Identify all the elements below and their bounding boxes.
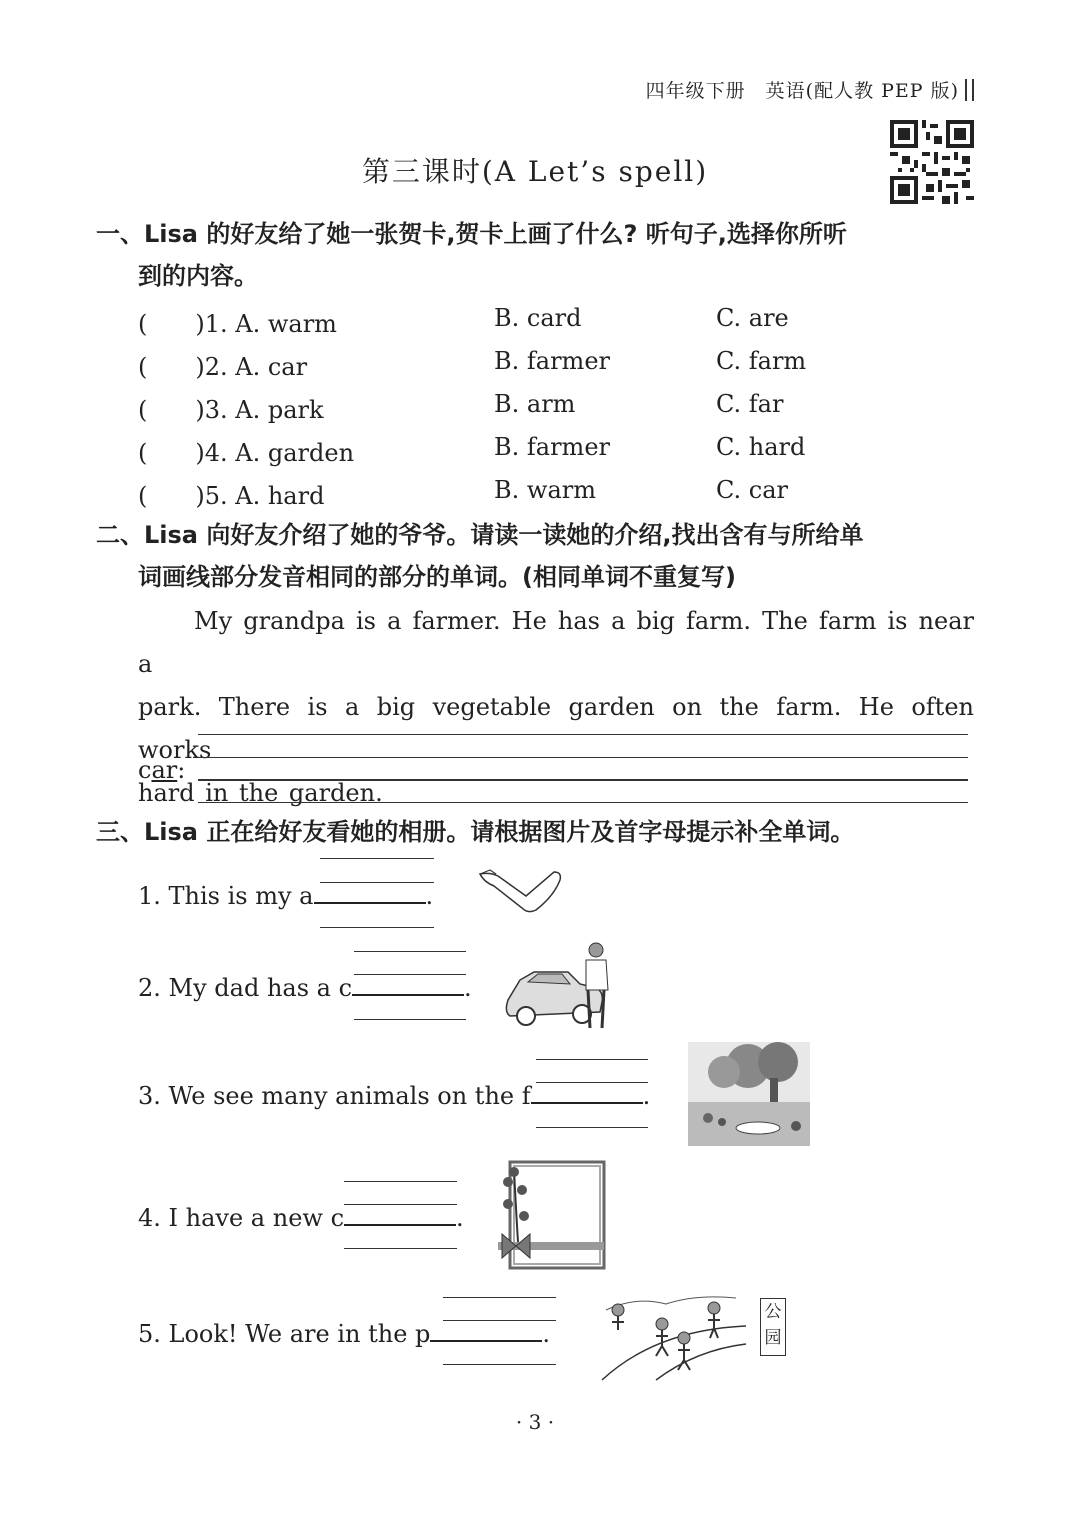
fill-item-5: 5. Look! We are in the p . (138, 1316, 550, 1348)
option-a: 2. A. car (204, 353, 308, 381)
writing-line[interactable] (198, 779, 968, 781)
guide-line (354, 1019, 466, 1020)
passage (138, 600, 974, 815)
guide-line (320, 858, 434, 859)
writing-line[interactable] (198, 734, 968, 735)
passage-line-1: My grandpa is a farmer. He has a big farm. The farm is near a (138, 607, 974, 678)
guide-line (344, 1204, 457, 1205)
option-c: C. farm (716, 347, 807, 375)
option-c: C. are (716, 304, 789, 332)
answer-bracket[interactable]: ( ) (138, 310, 205, 338)
option-b: B. farmer (494, 347, 610, 375)
answer-bracket[interactable]: ( ) (138, 396, 205, 424)
fill-item-3: 3. We see many animals on the f . (138, 1078, 650, 1110)
guide-line (354, 951, 466, 952)
option-c: C. hard (716, 433, 806, 461)
option-a: 4. A. garden (204, 439, 355, 467)
writing-line[interactable] (198, 757, 968, 758)
guide-line (320, 927, 434, 928)
underlined-sound: ar (151, 756, 178, 784)
question-5 (138, 476, 324, 511)
passage-line-3: hard in the garden. (138, 779, 383, 807)
guide-line (536, 1082, 648, 1083)
fill-item-4: 4. I have a new c . (138, 1200, 464, 1232)
guide-line (536, 1059, 648, 1060)
section1-heading-line1: 一、Lisa 的好友给了她一张贺卡,贺卡上画了什么? 听句子,选择你所听 (96, 220, 847, 248)
question-3 (138, 390, 324, 425)
section2-heading-line1: 二、Lisa 向好友介绍了她的爷爷。请读一读她的介绍,找出含有与所给单 (96, 521, 864, 549)
option-b: B. farmer (494, 433, 610, 461)
guide-line (344, 1248, 457, 1249)
option-c: C. car (716, 476, 788, 504)
section1-heading (96, 213, 976, 297)
header-text: 四年级下册 英语(配人教 PEP 版) (645, 80, 959, 102)
option-c: C. far (716, 390, 784, 418)
header-bars (965, 79, 974, 101)
card-picture (494, 1160, 608, 1272)
car-and-dad-picture (500, 940, 620, 1032)
park-sign: 公 园 (760, 1298, 786, 1356)
lesson-title: 第三课时(A Let’s spell) (361, 155, 709, 188)
answer-bracket[interactable]: ( ) (138, 353, 205, 381)
guide-line (354, 974, 466, 975)
guide-line (344, 1181, 457, 1182)
section2-heading-line2: 词画线部分发音相同的部分的单词。(相同单词不重复写) (138, 563, 736, 591)
passage-line-2: park. There is a big vegetable garden on the farm. He often works (138, 693, 974, 764)
section3-heading: 三、Lisa 正在给好友看她的相册。请根据图片及首字母提示补全单词。 (96, 818, 855, 846)
fill-item-1: 1. This is my a . (138, 878, 433, 910)
answer-bracket[interactable]: ( ) (138, 482, 205, 510)
page-header (646, 76, 974, 103)
guide-line (443, 1364, 556, 1365)
target-word: car: (138, 756, 186, 784)
answer-bracket[interactable]: ( ) (138, 439, 205, 467)
section1-heading-line2: 到的内容。 (138, 262, 258, 290)
option-a: 3. A. park (204, 396, 324, 424)
page-number: · 3 · (515, 1410, 555, 1434)
question-2 (138, 347, 307, 382)
section2-heading (96, 514, 976, 598)
writing-line[interactable] (198, 802, 968, 803)
option-a: 1. A. warm (204, 310, 337, 338)
guide-line (443, 1320, 556, 1321)
question-1 (138, 304, 337, 339)
guide-line (536, 1127, 648, 1128)
guide-line (320, 882, 434, 883)
option-b: B. arm (494, 390, 576, 418)
question-4 (138, 433, 354, 468)
guide-line (443, 1297, 556, 1298)
option-b: B. warm (494, 476, 596, 504)
arm-picture (476, 866, 566, 918)
fill-item-2: 2. My dad has a c . (138, 970, 472, 1002)
option-a: 5. A. hard (204, 482, 325, 510)
farm-picture (688, 1042, 810, 1146)
option-b: B. card (494, 304, 582, 332)
park-picture (596, 1290, 756, 1382)
